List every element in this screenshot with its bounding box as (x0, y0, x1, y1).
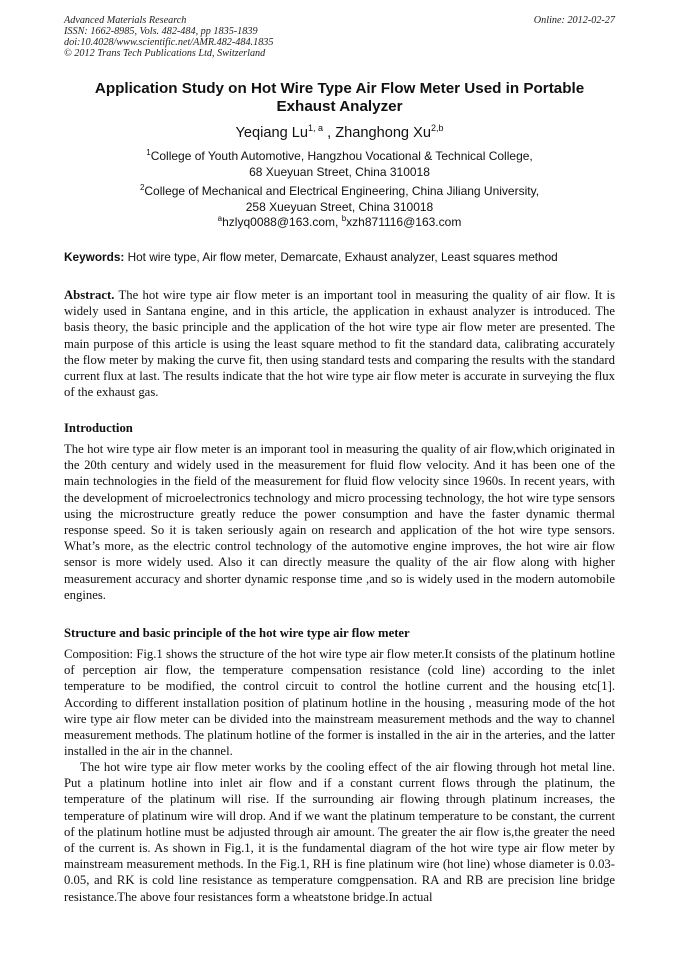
abstract-label: Abstract. (64, 288, 115, 302)
email-line (64, 215, 615, 231)
affiliation-2 (64, 184, 615, 231)
abstract (64, 287, 615, 400)
keywords-text: Hot wire type, Air flow meter, Demarcate, Exhaust analyzer, Least squares method (124, 250, 558, 264)
affiliation-line: College of Mechanical and Electrical Engineering, China Jiliang University, (144, 184, 540, 198)
keywords-label: Keywords: (64, 250, 125, 264)
email-address[interactable]: hzlyq0088@163.com, (222, 215, 342, 229)
email-mark: b (341, 214, 347, 223)
doi-line: doi:10.4028/www.scientific.net/AMR.482-484.1835 (64, 37, 274, 48)
paper-title: Application Study on Hot Wire Type Air Flow Meter Used in Portable Exhaust Analyzer (94, 80, 585, 115)
author-separator: , (323, 125, 336, 141)
author-affiliation-mark: 2,b (430, 123, 444, 133)
email-address[interactable]: xzh871116@163.com (346, 215, 462, 229)
keywords (64, 250, 615, 265)
author-affiliation-mark: 1, a (308, 123, 324, 133)
online-date: Online: 2012-02-27 (533, 15, 615, 26)
author-list (64, 124, 615, 142)
affiliation-1 (64, 149, 615, 180)
journal-name: Advanced Materials Research (64, 15, 187, 26)
composition-paragraph: Composition: Fig.1 shows the structure of the hot wire type air flow meter.It consists of the platinum hotline of perception air flow, the temperature compensation resistance (cold line) according to the inlet temperature to be modified, the control circuit to control the hotline current and the housing etc[1]. According to different installation position of platinum hotline in the housing , measuring mode of the hot wire type air flow meter can be divided into the mainstream measurement methods and the way to channel measurement methods. The platinum hotline of the former is installed in the air in the arteries, and the latter installed in the air in the channel. (64, 647, 615, 759)
publication-info (64, 15, 273, 59)
author-name: Zhanghong Xu (335, 125, 431, 141)
affiliation-line: 258 Xueyuan Street, China 310018 (245, 199, 434, 214)
principle-paragraph: The hot wire type air flow meter works by the cooling effect of the air flowing through hot metal line. Put a platinum hotline into inlet air flow and if a constant current flows through the platinum, the temperature of the platinum will rise. If the surrounding air flowing through platinum increases, the temperature of platinum wire will drop. And if we want the platinum temperature to be constant, the current of the platinum hotline must be adjusted through air amount. The greater the air flow is,the greater the need of the current is. As shown in Fig.1, it is the fundamental diagram of the hot wire type air flow meter by mainstream measurement methods. In the Fig.1, RH is fine platinum wire (hot line) whose diameter is 0.03-0.05, and RK is cold line resistance as temperature comgpensation. RA and RB are precision line bridge resistance.The above four resistances form a wheatstone bridge.In actual (64, 760, 615, 904)
affiliation-line: College of Youth Automotive, Hangzhou Vocational & Technical College, (150, 149, 533, 163)
abstract-text: The hot wire type air flow meter is an important tool in measuring the quality of air flow. It is widely used in Santana engine, and in this article, the application in exhaust analyzer is introduced. The basis theory, the basic principle and the application of the hot wire type air flow meter are presented. The main purpose of this article is using the least square method to fit the standard data, calibrating accurately the flow meter by making the curve fit, then using standard tests and comparing the results with the standard current flux at last. The results indicate that the hot wire type air flow meter is accurate in surveying the flux of the exhaust gas. (64, 288, 615, 400)
section-heading-introduction: Introduction (64, 421, 133, 435)
section-heading-structure: Structure and basic principle of the hot wire type air flow meter (64, 626, 410, 640)
affiliation-number: 1 (146, 148, 151, 157)
author-name: Yeqiang Lu (235, 125, 309, 141)
issn-line: ISSN: 1662-8985, Vols. 482-484, pp 1835-1839 (64, 26, 258, 37)
email-mark: a (217, 214, 223, 223)
affiliation-number: 2 (139, 183, 145, 192)
introduction-paragraph: The hot wire type air flow meter is an imporant tool in measuring the quality of air flow,which originated in the 20th century and widely used in the measurement for fluid flow velocity. And it has been one of the main technologies in the field of the measurement for fluid flow velocity since 1960s. In recent years, with the development of microelectronics technology and micro processing technology, the hot wire type sensors using the microstructure greatly reduce the power consumption and have the faster dynamic thermal response speed. So it is taken seriously again on research and application of the hot wire type sensors. What’s more, as the electric control technology of the automotive engine improves, the hot wire air flow sensor is more widely used. Also it can directly measure the quality of the air flow along with higher measurement accuracy and shorter dynamic response time ,and so is widely used in the modern automobile engines. (64, 442, 615, 602)
copyright-line: © 2012 Trans Tech Publications Ltd, Switzerland (64, 48, 266, 59)
affiliation-line: 68 Xueyuan Street, China 310018 (249, 164, 430, 179)
